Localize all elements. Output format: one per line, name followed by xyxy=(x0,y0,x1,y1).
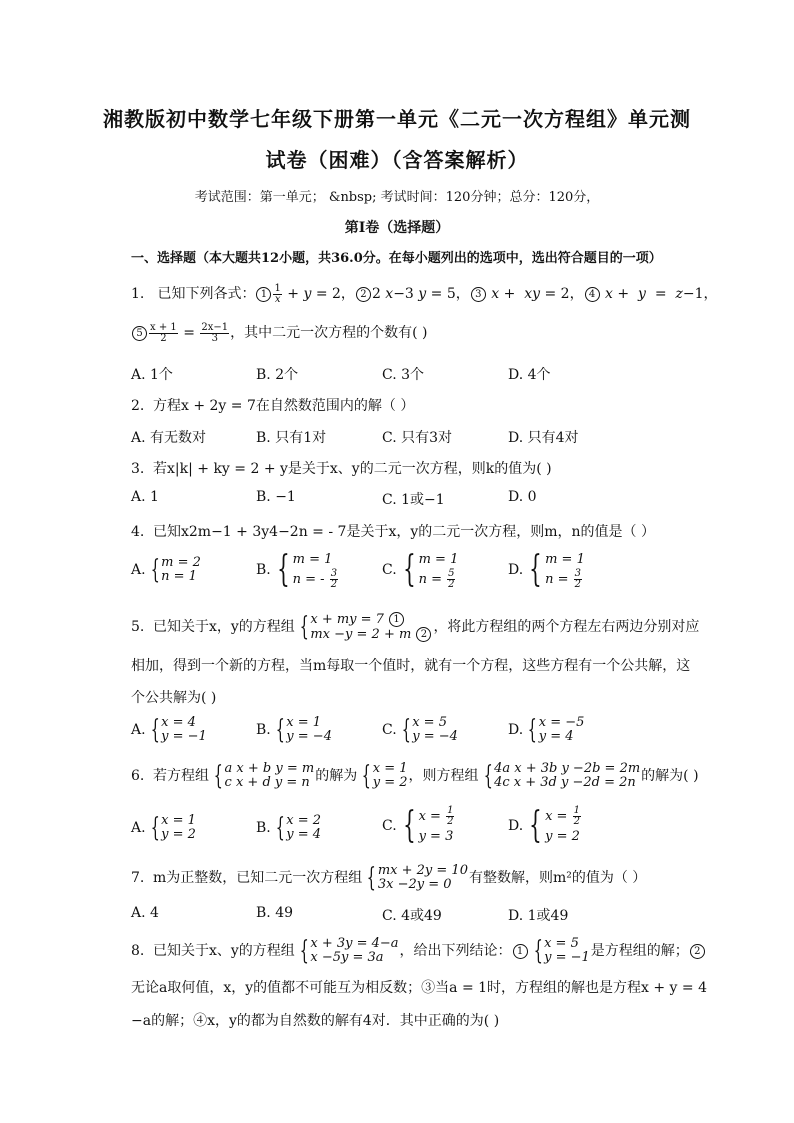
option-c[interactable] xyxy=(382,806,456,846)
question-5-line3: 个公共解为( ) xyxy=(131,690,217,706)
volume-heading: 第Ⅰ卷（选择题） xyxy=(344,220,450,236)
option-d[interactable] xyxy=(508,550,586,590)
option-label: D. xyxy=(508,722,524,738)
option-a[interactable] xyxy=(131,716,208,744)
question-number: 5. xyxy=(131,619,145,635)
option-d[interactable]: D. 4个 xyxy=(508,367,551,383)
option-label: C. xyxy=(382,818,397,834)
question-1-line1: 1. 已知下列各式： 1 $\frac{1}{x}$ + y = 2， 2 2 x−3 y = 5， 3 x + xy = 2， 4 x + y = z−1， xyxy=(131,282,718,305)
question-number: 1. xyxy=(131,286,145,302)
question-number: 6. xyxy=(131,768,145,784)
equation-system: { x + 3y = 4−a x −5y = 3a xyxy=(299,936,399,966)
question-stem: 已知下列各式： xyxy=(157,286,256,302)
option-a[interactable] xyxy=(131,556,202,584)
exam-meta: 考试范围：第一单元； &nbsp; 考试时间：120分钟；总分：120分， xyxy=(194,190,600,205)
question-5-line1 xyxy=(131,612,699,642)
question-stem: ，给出下列结论： xyxy=(399,943,512,959)
question-stem: 的解为 xyxy=(315,768,358,784)
option-b[interactable] xyxy=(256,814,322,842)
option-d[interactable]: D. 0 xyxy=(508,489,537,505)
option-label: B. xyxy=(256,820,271,836)
question-5-line2: 相加，得到一个新的方程，当m每取一个值时，就有一个方程，这些方程有一个公共解，这 xyxy=(131,658,691,674)
option-label: C. xyxy=(382,722,397,738)
question-stem: ，将此方程组的两个方程左右两边分别对应 xyxy=(433,619,700,635)
option-label: B. xyxy=(256,562,271,578)
section-heading: 一、选择题（本大题共12小题，共36.0分。在每小题列出的选项中，选出符合题目的一项） xyxy=(131,251,662,266)
equation-system: { a x + b y = m c x + d y = n xyxy=(213,761,315,791)
equation-system: { m = 2 n = 1 xyxy=(150,555,201,585)
option-b[interactable]: B. 2个 xyxy=(256,367,299,383)
equation-system: { x = 2 y = 4 xyxy=(275,813,322,843)
option-c[interactable]: C. 3个 xyxy=(382,367,425,383)
equation-system: { x = 5 y = −1 xyxy=(533,936,590,966)
equation-system: { mx + 2y = 10 3x −2y = 0 xyxy=(367,863,468,893)
question-stem: 已知x2m−1 + 3y4−2n = - 7是关于x，y的二元一次方程，则m，n的值是（ ） xyxy=(153,524,655,540)
question-stem: 的解为( ) xyxy=(641,768,699,784)
option-c[interactable]: C. 4或49 xyxy=(382,908,442,924)
question-stem: 已知关于x，y的方程组 xyxy=(153,619,295,635)
equation-system: { x = −5 y = 4 xyxy=(527,715,585,745)
question-stem: 有整数解，则m²的值为（ ） xyxy=(468,870,647,886)
option-a[interactable]: A. 4 xyxy=(131,905,159,921)
option-b[interactable]: B. 49 xyxy=(256,905,294,921)
question-number: 4. xyxy=(131,524,145,540)
question-stem: 已知关于x、y的方程组 xyxy=(153,943,295,959)
question-3 xyxy=(131,458,552,478)
question-8-line1 xyxy=(131,937,706,965)
option-a[interactable]: A. 1个 xyxy=(131,367,173,383)
option-b[interactable]: B. 只有1对 xyxy=(256,430,327,446)
option-d[interactable]: D. 只有4对 xyxy=(508,430,579,446)
option-b[interactable] xyxy=(256,716,333,744)
question-1-line2: 5 $\frac{x + 1}{2}$ = $\frac{2x-1}{3}$ ，其中二元一次方程的个数有( ) xyxy=(131,322,428,344)
option-label: A. xyxy=(131,562,146,578)
option-b[interactable] xyxy=(256,550,340,590)
equation-system: { x = 1 y = −4 xyxy=(275,715,332,745)
equation-system: { x = 4 y = −1 xyxy=(150,715,207,745)
circled-number-icon: 1 xyxy=(256,287,271,302)
equation-system: { x = 5 y = −4 xyxy=(401,715,458,745)
option-c[interactable]: C. 只有3对 xyxy=(382,430,453,446)
question-stem: 方程x + 2y = 7在自然数范围内的解（ ） xyxy=(153,398,415,414)
circled-number-icon: 5 xyxy=(132,326,147,341)
equation-system: { 4a x + 3b y −2b = 2m 4c x + 3d y −2d = 2n xyxy=(483,761,641,791)
question-6 xyxy=(131,762,699,790)
question-number: 7. xyxy=(131,870,145,886)
fraction: $\frac{1}{x}$ xyxy=(274,282,281,305)
question-stem: 若方程组 xyxy=(153,768,209,784)
equation-system: { m = 1 n = $\frac{3}{2}$ xyxy=(529,549,585,590)
option-label: D. xyxy=(508,562,524,578)
circled-number-icon: 3 xyxy=(471,287,486,302)
question-number: 3. xyxy=(131,461,145,477)
question-4 xyxy=(131,521,655,541)
option-label: B. xyxy=(256,722,271,738)
question-8-line3: −a的解；④x，y的都为自然数的解有4对．其中正确的为( ) xyxy=(131,1013,500,1029)
option-b[interactable]: B. −1 xyxy=(256,489,296,505)
circled-number-icon: 4 xyxy=(585,287,600,302)
question-stem: 是方程组的解； xyxy=(590,943,689,959)
option-label: A. xyxy=(131,722,146,738)
fraction: $\frac{2x-1}{3}$ xyxy=(201,321,229,344)
option-c[interactable] xyxy=(382,716,459,744)
equation-system: { x + my = 7 1 mx −y = 2 + m 2 xyxy=(296,612,433,642)
question-8-line2: 无论a取何值，x，y的值都不可能互为相反数；③当a = 1时，方程组的解也是方程x + y = 4 xyxy=(131,980,708,996)
question-stem: m为正整数，已知二元一次方程组 xyxy=(153,870,363,886)
question-2 xyxy=(131,395,414,415)
option-label: C. xyxy=(382,562,397,578)
exam-title-line1: 湘教版初中数学七年级下册第一单元《二元一次方程组》单元测 xyxy=(103,107,691,131)
question-number: 2. xyxy=(131,398,145,414)
equation-system: { m = 1 n = - $\frac{3}{2}$ xyxy=(276,549,338,590)
equation-system: { m = 1 n = $\frac{5}{2}$ xyxy=(402,549,459,590)
equation-system: { x = 1 y = 2 xyxy=(361,761,408,791)
option-d[interactable]: D. 1或49 xyxy=(508,908,569,924)
circled-number-icon: 2 xyxy=(690,944,705,959)
question-7 xyxy=(131,864,646,892)
option-label: A. xyxy=(131,820,146,836)
option-c[interactable]: C. 1或−1 xyxy=(382,492,445,508)
option-a[interactable]: A. 1 xyxy=(131,489,159,505)
option-c[interactable] xyxy=(382,550,459,590)
equation-system: { x = $\frac{1}{2}$ y = 3 xyxy=(402,805,454,846)
circled-number-icon: 2 xyxy=(356,287,371,302)
equation-system: { x = 1 y = 2 xyxy=(150,813,196,843)
exam-title-line2: 试卷（困难）（含答案解析） xyxy=(265,148,529,172)
fraction: $\frac{x + 1}{2}$ xyxy=(150,321,177,344)
question-number: 8. xyxy=(131,943,145,959)
question-stem: 若x|k| + ky = 2 + y是关于x、y的二元一次方程，则k的值为( ) xyxy=(153,461,552,477)
option-label: D. xyxy=(508,818,524,834)
option-a[interactable]: A. 有无数对 xyxy=(131,430,207,446)
question-stem: ，则方程组 xyxy=(408,768,479,784)
option-a[interactable] xyxy=(131,814,197,842)
question-stem: ，其中二元一次方程的个数有( ) xyxy=(230,325,428,341)
circled-number-icon: 1 xyxy=(513,944,528,959)
option-d[interactable] xyxy=(508,806,583,846)
equation-system: { x = $\frac{1}{2}$ y = 2 xyxy=(529,805,580,846)
option-d[interactable] xyxy=(508,716,585,744)
